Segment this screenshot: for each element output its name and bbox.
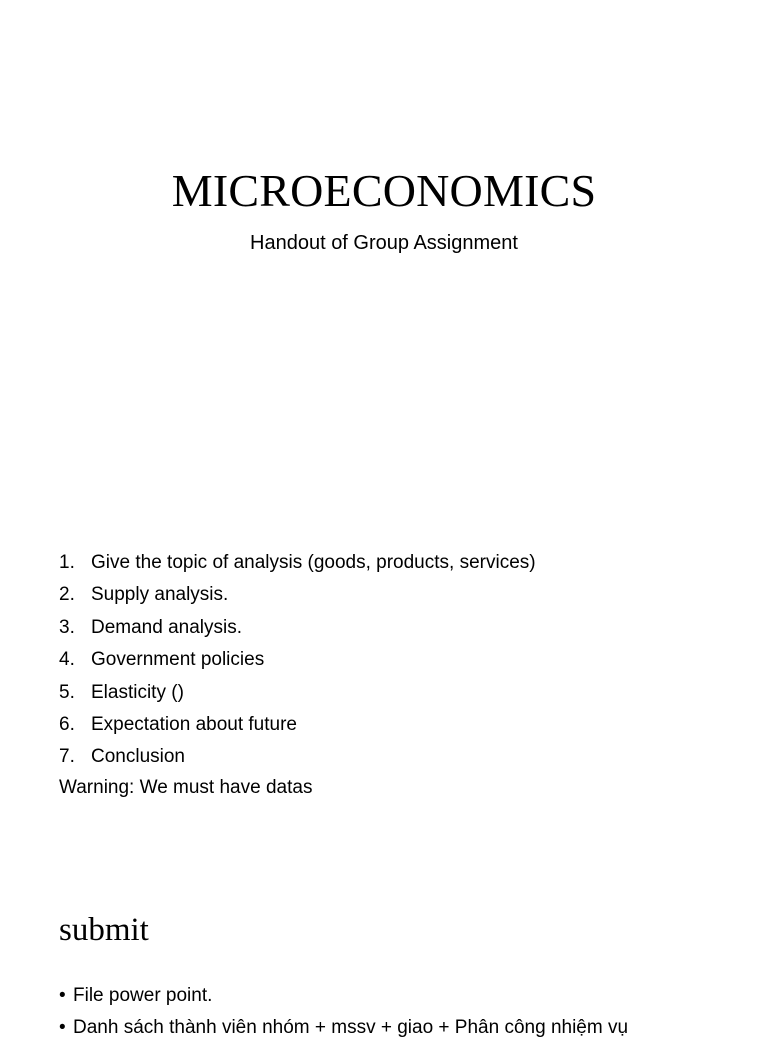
list-item-number: 2. <box>59 584 75 606</box>
page-title: MICROECONOMICS <box>171 165 597 216</box>
assignment-list <box>59 547 536 774</box>
warning-text: Warning: We must have datas <box>59 777 313 798</box>
list-item <box>59 980 628 1012</box>
list-item-text: Elasticity () <box>91 681 184 703</box>
list-item-number: 5. <box>59 681 75 703</box>
list-item-text: Give the topic of analysis (goods, products, services) <box>91 552 536 573</box>
list-item-number: 1. <box>59 552 75 573</box>
list-item <box>59 677 536 709</box>
list-item-text: File power point. <box>73 985 213 1006</box>
list-item-number: 4. <box>59 649 75 671</box>
bullet-icon: • <box>59 985 66 1006</box>
bullet-icon: • <box>59 1017 66 1038</box>
list-item-text: Government policies <box>91 649 265 671</box>
submit-heading: submit <box>59 912 149 948</box>
list-item <box>59 547 536 579</box>
page-subtitle: Handout of Group Assignment <box>250 232 518 254</box>
list-item-text: Danh sách thành viên nhóm + mssv + giao + Phân công nhiệm vụ <box>73 1017 629 1038</box>
list-item-text: Conclusion <box>91 746 185 768</box>
list-item <box>59 1012 628 1044</box>
list-item-text: Supply analysis. <box>91 584 229 606</box>
list-item <box>59 612 536 644</box>
list-item <box>59 709 536 741</box>
submit-list <box>59 980 628 1044</box>
list-item-number: 7. <box>59 746 75 768</box>
list-item <box>59 579 536 611</box>
list-item-text: Demand analysis. <box>91 616 243 638</box>
list-item <box>59 741 536 773</box>
list-item <box>59 644 536 676</box>
list-item-text: Expectation about future <box>91 713 297 735</box>
list-item-number: 3. <box>59 616 75 638</box>
list-item-number: 6. <box>59 713 75 735</box>
